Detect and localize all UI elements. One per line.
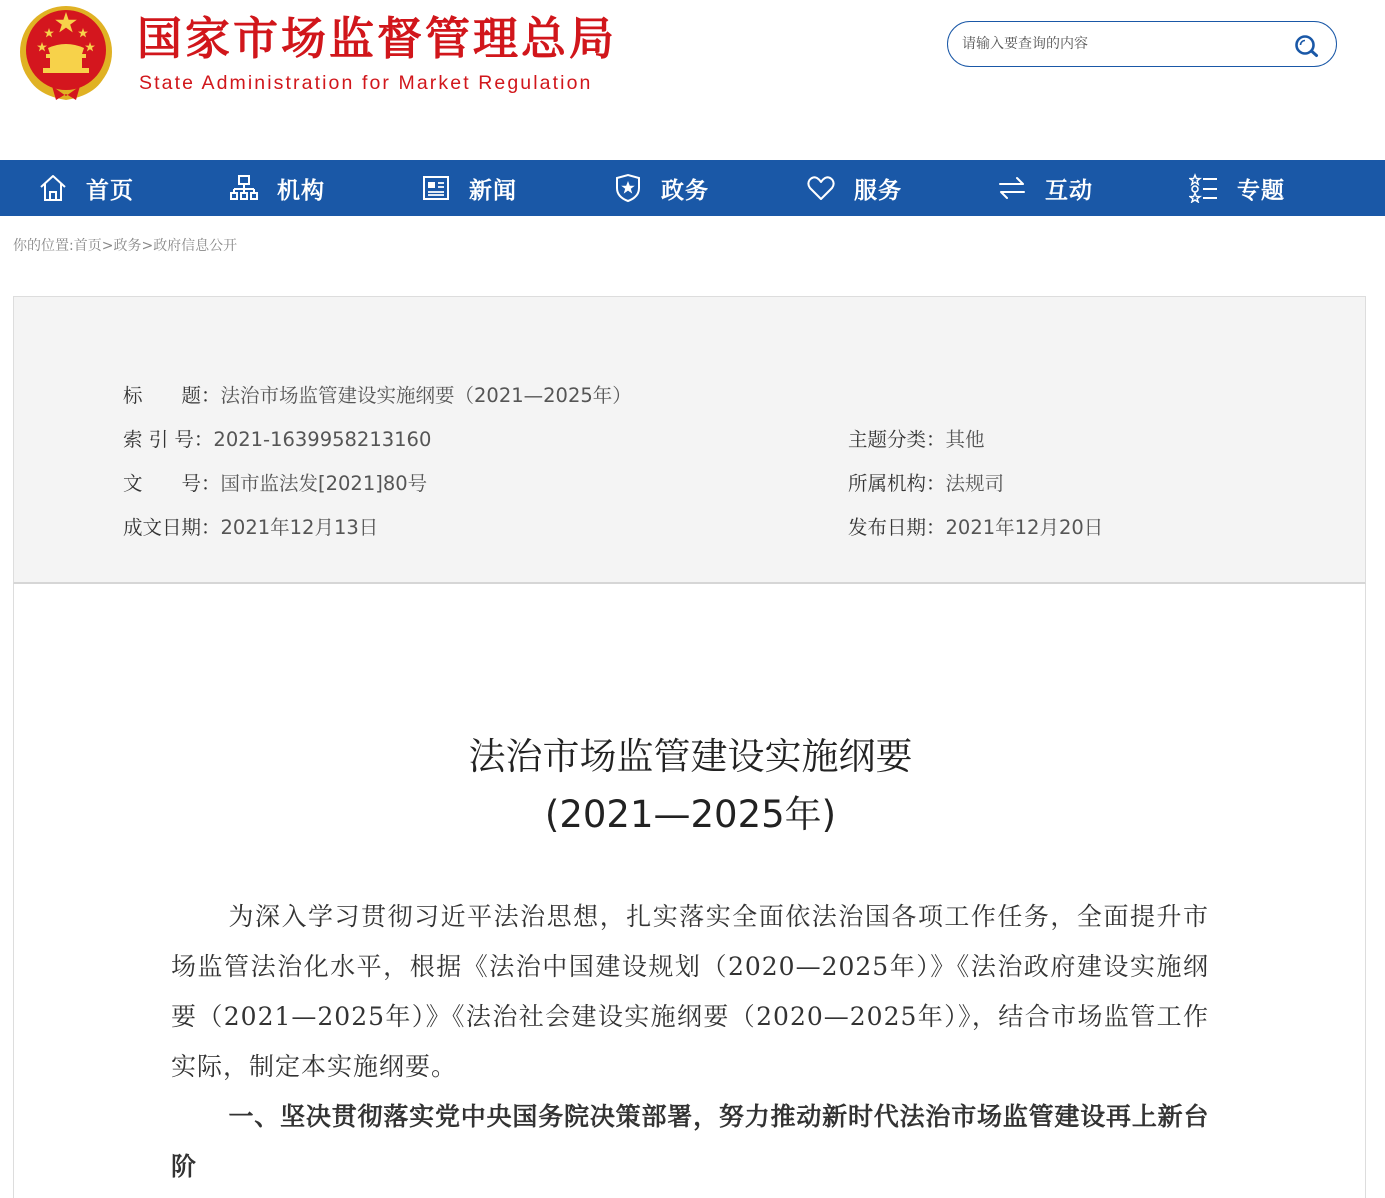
article-title — [14, 728, 1367, 844]
site-header — [0, 0, 1385, 160]
article-content — [13, 584, 1366, 1198]
article-section-heading: 一、坚决贯彻落实党中央国务院决策部署，努力推动新时代法治市场监管建设再上新台阶 — [171, 1102, 1209, 1181]
meta-index — [123, 427, 431, 453]
meta-document-number-value: 国市监法发[2021]80号 — [220, 472, 428, 495]
nav-item-topics[interactable] — [1189, 160, 1285, 216]
nav-label-home: 首页 — [86, 177, 134, 204]
list-star-icon — [1189, 173, 1219, 203]
nav-label-interaction: 互动 — [1045, 177, 1093, 204]
meta-title-value: 法治市场监管建设实施纲要（2021—2025年） — [220, 384, 632, 407]
meta-written-date-value: 2021年12月13日 — [220, 516, 379, 539]
home-icon — [38, 173, 68, 203]
shield-star-icon — [613, 173, 643, 203]
nav-item-home[interactable] — [38, 160, 134, 216]
meta-document-number-label: 文 号： — [123, 472, 221, 495]
site-title[interactable]: 国家市场监督管理总局 — [137, 12, 618, 65]
heart-icon — [806, 173, 836, 203]
search-input[interactable] — [962, 33, 1282, 55]
breadcrumb — [13, 235, 237, 255]
meta-index-label: 索 引 号： — [123, 428, 214, 451]
breadcrumb-separator: > — [141, 238, 154, 254]
meta-category-value: 其他 — [945, 428, 985, 451]
breadcrumb-link-home[interactable]: 首页 — [73, 238, 102, 254]
meta-written-date — [123, 515, 378, 541]
national-emblem-logo[interactable] — [18, 4, 114, 104]
search-icon[interactable] — [1294, 34, 1320, 58]
breadcrumb-link-government-affairs[interactable]: 政务 — [113, 238, 142, 254]
meta-organization — [848, 471, 1004, 497]
article-title-line1: 法治市场监管建设实施纲要 — [468, 735, 913, 778]
meta-category — [848, 427, 985, 453]
nav-label-government-affairs: 政务 — [661, 177, 709, 204]
exchange-arrows-icon — [997, 173, 1027, 203]
breadcrumb-link-information-disclosure[interactable]: 政府信息公开 — [153, 238, 238, 254]
search-box — [947, 21, 1337, 67]
site-subtitle: State Administration for Market Regulation — [139, 72, 593, 94]
breadcrumb-prefix: 你的位置: — [13, 238, 74, 254]
nav-label-services: 服务 — [854, 177, 902, 204]
meta-published-date-value: 2021年12月20日 — [945, 516, 1104, 539]
meta-title-label: 标 题： — [123, 384, 221, 407]
org-chart-icon — [229, 173, 259, 203]
nav-label-news: 新闻 — [469, 177, 517, 204]
meta-organization-value: 法规司 — [945, 472, 1005, 495]
article-paragraph: 为深入学习贯彻习近平法治思想，扎实落实全面依法治国各项工作任务，全面提升市场监管法治化水平，根据《法治中国建设规划（2020—2025年）》《法治政府建设实施纲要（2021—2025年）》《法治社会建设实施纲要（2020—2025年）》，结合市场监管工作实际，制定本实施纲要。 — [171, 902, 1209, 1081]
meta-document-number — [123, 471, 427, 497]
nav-label-topics: 专题 — [1237, 177, 1285, 204]
article-body — [171, 892, 1209, 1192]
nav-item-interaction[interactable] — [997, 160, 1093, 216]
meta-title — [123, 383, 632, 409]
article-title-line2: (2021—2025年) — [544, 793, 837, 836]
document-info-panel — [13, 296, 1366, 584]
breadcrumb-separator: > — [101, 238, 114, 254]
meta-organization-label: 所属机构： — [848, 472, 946, 495]
meta-published-date — [848, 515, 1103, 541]
nav-item-news[interactable] — [421, 160, 517, 216]
main-nav — [0, 160, 1385, 216]
nav-item-government-affairs[interactable] — [613, 160, 709, 216]
nav-item-organization[interactable] — [229, 160, 325, 216]
meta-index-value: 2021-1639958213160 — [213, 428, 432, 451]
meta-written-date-label: 成文日期： — [123, 516, 221, 539]
nav-label-organization: 机构 — [277, 177, 325, 204]
meta-published-date-label: 发布日期： — [848, 516, 946, 539]
nav-item-services[interactable] — [806, 160, 902, 216]
meta-category-label: 主题分类： — [848, 428, 946, 451]
newspaper-icon — [421, 173, 451, 203]
